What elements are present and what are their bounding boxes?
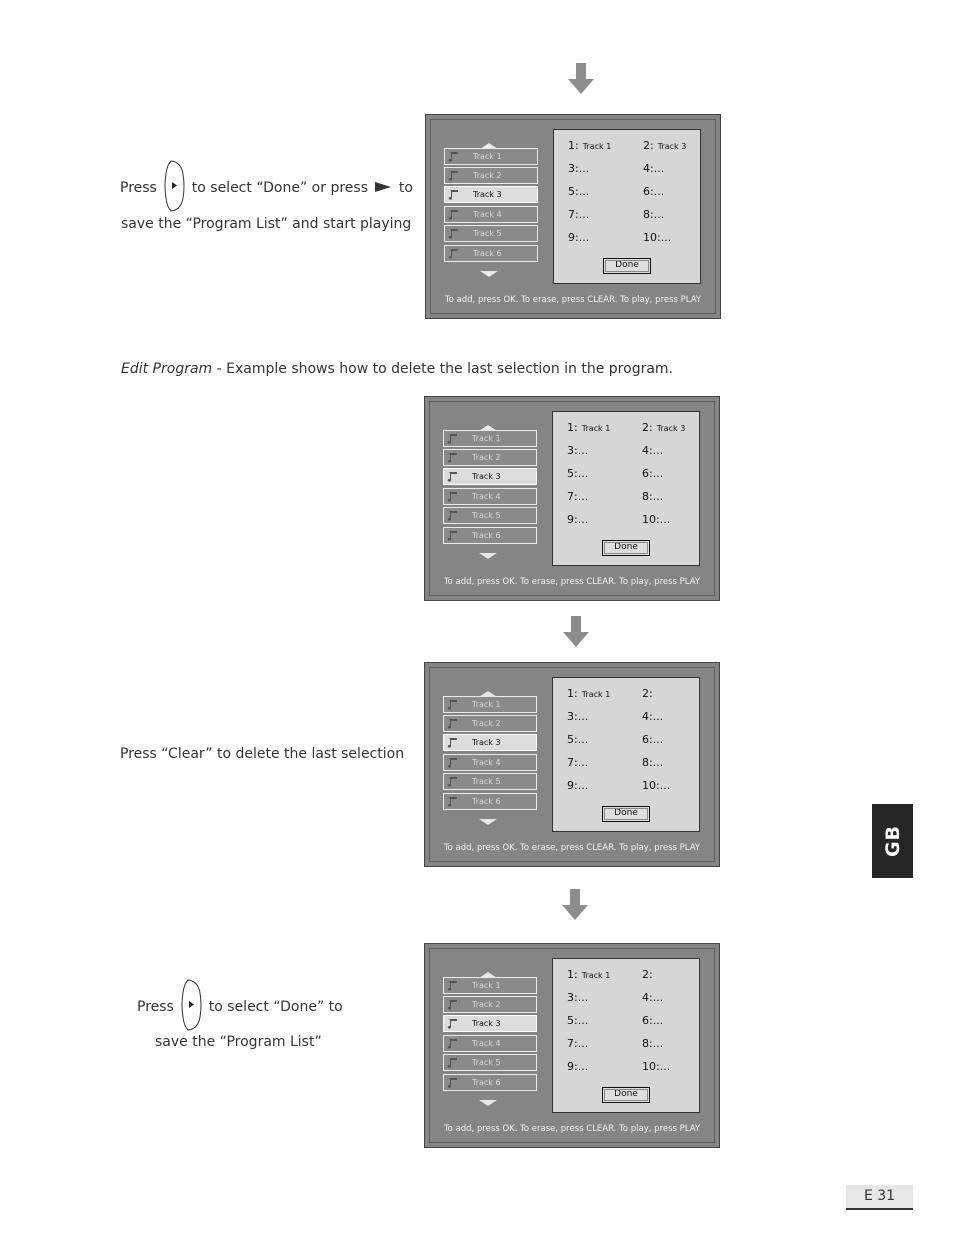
program-slot[interactable] — [642, 687, 657, 700]
slot-number: 4:... — [643, 162, 665, 175]
track-label: Track 6 — [472, 797, 501, 806]
program-slot[interactable] — [642, 490, 667, 503]
slot-number: 2: — [642, 968, 653, 981]
slot-number: 9:... — [567, 1060, 589, 1073]
music-note-icon — [448, 248, 460, 259]
scroll-down-icon[interactable] — [480, 263, 498, 271]
track-label: Track 1 — [472, 981, 501, 990]
instruction-step2: Press “Clear” to delete the last selection — [120, 746, 405, 762]
music-note-icon — [447, 452, 459, 463]
track-item[interactable] — [443, 449, 537, 466]
program-slot[interactable] — [567, 490, 592, 503]
slot-number: 7:... — [567, 490, 589, 503]
music-note-icon — [448, 189, 460, 200]
language-tab — [872, 804, 913, 878]
program-slot[interactable] — [642, 991, 667, 1004]
instruction-step1 — [120, 160, 413, 215]
slot-number: 6:... — [642, 733, 664, 746]
program-slot[interactable] — [567, 1037, 592, 1050]
music-note-icon — [447, 471, 459, 482]
step3-text-a: to select “Done” to — [208, 998, 343, 1015]
slot-number: 3:... — [568, 162, 590, 175]
slot-value: Track 1 — [581, 424, 611, 433]
track-label: Track 2 — [473, 171, 502, 180]
key-hint: To add, press OK. To erase, press CLEAR. To play, press PLAY — [444, 295, 702, 305]
program-slot[interactable] — [567, 467, 592, 480]
track-label: Track 3 — [472, 738, 501, 747]
down-arrow-icon — [568, 63, 594, 95]
track-item[interactable] — [443, 996, 537, 1013]
slot-number: 10:... — [642, 1060, 671, 1073]
track-item[interactable] — [443, 734, 537, 751]
slot-value: Track 1 — [581, 971, 611, 980]
slot-number: 4:... — [642, 710, 664, 723]
slot-number: 9:... — [568, 231, 590, 244]
program-slot[interactable] — [567, 968, 610, 981]
slot-number: 3:... — [567, 991, 589, 1004]
music-note-icon — [448, 209, 460, 220]
track-label: Track 2 — [472, 1000, 501, 1009]
program-slot[interactable] — [642, 467, 667, 480]
key-hint: To add, press OK. To erase, press CLEAR. To play, press PLAY — [443, 843, 701, 853]
music-note-icon — [447, 737, 459, 748]
program-slot[interactable] — [642, 779, 674, 792]
slot-value: Track 3 — [656, 424, 686, 433]
music-note-icon — [448, 228, 460, 239]
music-note-icon — [447, 530, 459, 541]
track-item[interactable] — [443, 793, 537, 810]
slot-number: 2: — [643, 139, 654, 152]
music-note-icon — [447, 1077, 459, 1088]
track-label: Track 4 — [472, 758, 501, 767]
program-slot[interactable] — [568, 231, 593, 244]
track-label: Track 1 — [472, 700, 501, 709]
done-button[interactable]: Done — [603, 258, 651, 274]
program-slot[interactable] — [642, 968, 657, 981]
music-note-icon — [447, 699, 459, 710]
track-label: Track 1 — [473, 152, 502, 161]
music-note-icon — [447, 1057, 459, 1068]
key-hint: To add, press OK. To erase, press CLEAR. To play, press PLAY — [443, 577, 701, 587]
done-button[interactable]: Done — [602, 806, 650, 822]
program-slot[interactable] — [643, 208, 668, 221]
music-note-icon — [447, 510, 459, 521]
program-slot[interactable] — [567, 779, 592, 792]
slot-number: 5:... — [567, 733, 589, 746]
slot-number: 8:... — [642, 490, 664, 503]
music-note-icon — [447, 757, 459, 768]
track-label: Track 5 — [472, 1058, 501, 1067]
program-slot[interactable] — [642, 733, 667, 746]
slot-value: Track 3 — [657, 142, 687, 151]
right-button-icon — [180, 979, 202, 1034]
down-arrow-icon — [563, 616, 589, 648]
program-slot[interactable] — [642, 1014, 667, 1027]
program-slot[interactable] — [643, 185, 668, 198]
track-label: Track 3 — [472, 472, 501, 481]
program-slot[interactable] — [568, 208, 593, 221]
done-button[interactable]: Done — [602, 540, 650, 556]
program-slot[interactable] — [568, 139, 611, 152]
track-item[interactable] — [443, 977, 537, 994]
program-slot[interactable] — [568, 162, 593, 175]
track-label: Track 3 — [472, 1019, 501, 1028]
track-item[interactable] — [443, 527, 537, 544]
track-item[interactable] — [444, 206, 538, 223]
program-slot[interactable] — [567, 1060, 592, 1073]
right-button-icon — [163, 160, 185, 215]
program-slot[interactable] — [567, 733, 592, 746]
step1-text-b: to — [398, 179, 413, 196]
edit-program-caption — [121, 361, 673, 377]
track-label: Track 6 — [473, 249, 502, 258]
track-item[interactable] — [444, 148, 538, 165]
track-label: Track 5 — [473, 229, 502, 238]
slot-number: 8:... — [642, 1037, 664, 1050]
key-hint: To add, press OK. To erase, press CLEAR. To play, press PLAY — [443, 1124, 701, 1134]
program-slot[interactable] — [642, 1037, 667, 1050]
slot-number: 7:... — [567, 756, 589, 769]
program-slot[interactable] — [642, 421, 685, 434]
program-slot[interactable] — [567, 421, 610, 434]
program-slot[interactable] — [642, 710, 667, 723]
program-slot[interactable] — [567, 444, 592, 457]
caption-title: Edit Program — [121, 361, 213, 377]
slot-number: 9:... — [567, 513, 589, 526]
slot-value: Track 1 — [581, 690, 611, 699]
program-screen — [425, 114, 721, 319]
slot-number: 3:... — [567, 710, 589, 723]
slot-number: 1: — [567, 968, 578, 981]
program-slot[interactable] — [642, 513, 674, 526]
track-label: Track 2 — [472, 719, 501, 728]
program-slot[interactable] — [567, 710, 592, 723]
program-slot[interactable] — [567, 991, 592, 1004]
scroll-up-icon[interactable] — [479, 417, 497, 425]
program-slot[interactable] — [643, 231, 675, 244]
program-slot[interactable] — [567, 756, 592, 769]
music-note-icon — [447, 999, 459, 1010]
track-item[interactable] — [443, 1074, 537, 1091]
press-label: Press — [137, 998, 174, 1015]
slot-number: 4:... — [642, 991, 664, 1004]
music-note-icon — [447, 1018, 459, 1029]
music-note-icon — [447, 491, 459, 502]
scroll-down-icon[interactable] — [479, 545, 497, 553]
program-slot[interactable] — [567, 513, 592, 526]
program-list — [552, 411, 700, 566]
caption-text: - Example shows how to delete the last selection in the program. — [212, 361, 674, 377]
music-note-icon — [447, 718, 459, 729]
music-note-icon — [447, 1038, 459, 1049]
music-note-icon — [447, 433, 459, 444]
track-label: Track 6 — [472, 531, 501, 540]
done-button[interactable]: Done — [602, 1087, 650, 1103]
slot-number: 8:... — [643, 208, 665, 221]
program-list — [552, 958, 700, 1113]
slot-number: 5:... — [567, 1014, 589, 1027]
slot-value: Track 1 — [582, 142, 612, 151]
track-label: Track 4 — [472, 1039, 501, 1048]
track-item[interactable] — [443, 696, 537, 713]
music-note-icon — [448, 170, 460, 181]
slot-number: 4:... — [642, 444, 664, 457]
press-label: Press — [120, 179, 157, 196]
track-item[interactable] — [443, 715, 537, 732]
program-slot[interactable] — [642, 756, 667, 769]
instruction-step1-line2: save the “Program List” and start playing — [121, 216, 412, 232]
program-screen — [424, 396, 720, 601]
scroll-up-icon[interactable] — [480, 135, 498, 143]
slot-number: 5:... — [568, 185, 590, 198]
program-slot[interactable] — [642, 444, 667, 457]
track-label: Track 3 — [473, 190, 502, 199]
track-item[interactable] — [443, 754, 537, 771]
language-tab-label: GB — [881, 824, 904, 858]
slot-number: 5:... — [567, 467, 589, 480]
track-label: Track 1 — [472, 434, 501, 443]
music-note-icon — [448, 151, 460, 162]
track-item[interactable] — [443, 468, 537, 485]
track-item[interactable] — [443, 488, 537, 505]
slot-number: 1: — [567, 687, 578, 700]
track-item[interactable] — [443, 507, 537, 524]
page-number: E 31 — [846, 1185, 913, 1210]
track-label: Track 4 — [473, 210, 502, 219]
track-label: Track 5 — [472, 777, 501, 786]
step1-text-a: to select “Done” or press — [191, 179, 368, 196]
program-screen — [424, 943, 720, 1148]
track-label: Track 2 — [472, 453, 501, 462]
slot-number: 2: — [642, 421, 653, 434]
track-item[interactable] — [443, 773, 537, 790]
slot-number: 8:... — [642, 756, 664, 769]
track-label: Track 6 — [472, 1078, 501, 1087]
program-list — [552, 677, 700, 832]
slot-number: 10:... — [642, 513, 671, 526]
scroll-up-icon[interactable] — [479, 683, 497, 691]
scroll-down-icon[interactable] — [479, 811, 497, 819]
program-slot[interactable] — [568, 185, 593, 198]
program-slot[interactable] — [642, 1060, 674, 1073]
slot-number: 10:... — [642, 779, 671, 792]
slot-number: 2: — [642, 687, 653, 700]
slot-number: 7:... — [568, 208, 590, 221]
program-screen — [424, 662, 720, 867]
music-note-icon — [447, 796, 459, 807]
program-list — [553, 129, 701, 284]
track-item[interactable] — [443, 1054, 537, 1071]
program-slot[interactable] — [643, 162, 668, 175]
program-slot[interactable] — [643, 139, 686, 152]
track-item[interactable] — [444, 225, 538, 242]
track-label: Track 4 — [472, 492, 501, 501]
slot-number: 1: — [567, 421, 578, 434]
track-item[interactable] — [443, 1015, 537, 1032]
slot-number: 6:... — [642, 467, 664, 480]
program-slot[interactable] — [567, 687, 610, 700]
slot-number: 1: — [568, 139, 579, 152]
track-item[interactable] — [443, 1035, 537, 1052]
slot-number: 6:... — [642, 1014, 664, 1027]
instruction-step3 — [137, 979, 343, 1034]
music-note-icon — [447, 980, 459, 991]
track-label: Track 5 — [472, 511, 501, 520]
slot-number: 7:... — [567, 1037, 589, 1050]
track-item[interactable] — [444, 245, 538, 262]
slot-number: 9:... — [567, 779, 589, 792]
program-slot[interactable] — [567, 1014, 592, 1027]
play-icon — [375, 181, 391, 195]
scroll-up-icon[interactable] — [479, 964, 497, 972]
track-item[interactable] — [444, 167, 538, 184]
slot-number: 10:... — [643, 231, 672, 244]
slot-number: 3:... — [567, 444, 589, 457]
down-arrow-icon — [562, 889, 588, 921]
music-note-icon — [447, 776, 459, 787]
track-item[interactable] — [443, 430, 537, 447]
track-item[interactable] — [444, 186, 538, 203]
scroll-down-icon[interactable] — [479, 1092, 497, 1100]
slot-number: 6:... — [643, 185, 665, 198]
instruction-step3-line2: save the “Program List” — [155, 1034, 322, 1050]
